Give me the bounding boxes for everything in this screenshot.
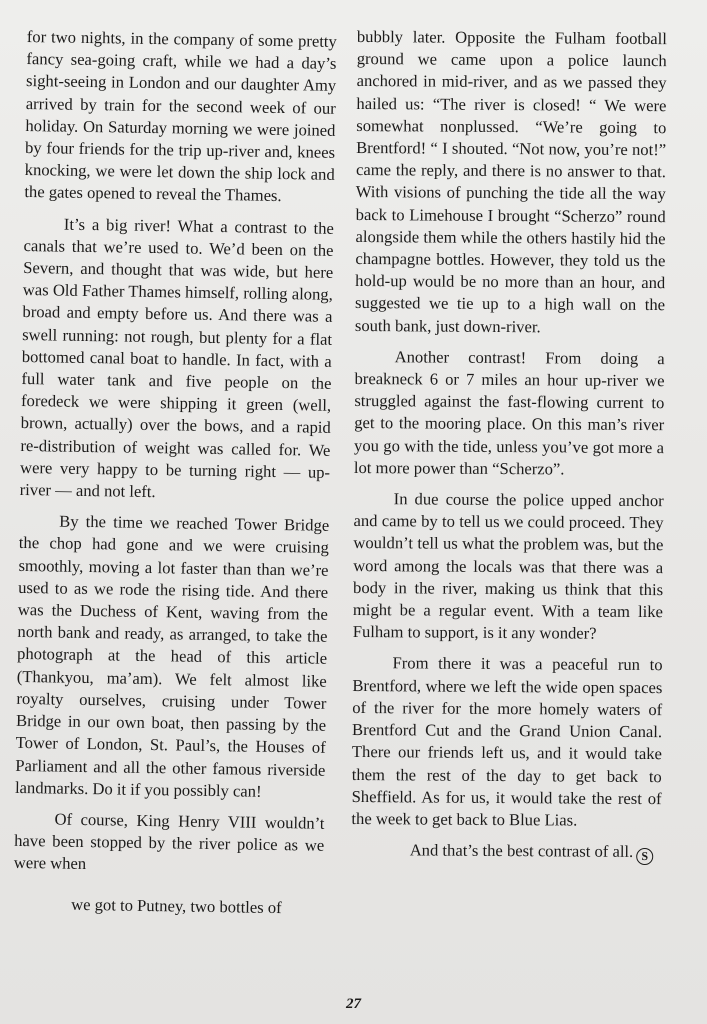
page-number: 27 (346, 996, 361, 1012)
paragraph-brentford: From there it was a peaceful run to Brentford, where we left the wide open spaces of the river for the more homely waters of Brentford Cut and the Grand Union Canal. There our friends left us, and it would take them the rest of the day to get back to Sheffield. As for us, it would take the rest of the week to get back to Blue Lias. (351, 653, 663, 830)
closing-line-text: And that’s the best contrast of all. (409, 840, 634, 862)
end-of-article-icon: S (636, 848, 653, 865)
paragraph-putney-fragment: we got to Putney, two bottles of (71, 894, 282, 917)
paragraph-fulham-police: bubbly later. Opposite the Fulham football ground we came upon a police launch anchored in mid-river, and as we passed they hailed us: “The river is closed! “ We were somewhat nonplussed. “We’re going to Brentford! “ I shouted. “Not now, you’re not!” came the reply, and there is no answer to that. With visions of punching the tide all the way back to Limehouse I brought “Scherzo” round alongside them while the others hastily hid the champagne bottles. However, they told us the hold-up would be no more than an hour, and suggested we tie up to a high wall on the south bank, just down-river. (354, 26, 667, 336)
article-left-column (13, 26, 337, 919)
article-right-column (351, 26, 667, 865)
paragraph-continued-intro: for two nights, in the company of some pretty fancy sea-going craft, while we had a day’s sight-seeing in London and our daughter Amy arrived by train for the second week of our holiday. On Saturday morning we were joined by four friends for the trip up-river and, knees knocking, we were let down the ship lock and the gates opened to reveal the Thames. (24, 26, 337, 206)
paragraph-police-upped-anchor: In due course the police upped anchor and came by to tell us we could proceed. They wouldn’t tell us what the problem was, but the word among the locals was that there was a body in the river, making us think that this might be a regular event. With a team like Fulham to support, is it any wonder? (352, 489, 664, 643)
paragraph-closing-line (351, 839, 661, 865)
paragraph-another-contrast: Another contrast! From doing a breakneck 6 or 7 miles an hour up-river we struggled against the fast-flowing current to get to the mooring place. On this man’s river you go with the tide, unless you’ve got more a lot more power than “Scherzo”. (353, 347, 665, 479)
paragraph-tower-bridge: By the time we reached Tower Bridge the chop had gone and we were cruising smoothly, moving a lot faster than than we’re used to as we rode the rising tide. And there was the Duchess of Kent, waving from the north bank and ready, as arranged, to take the photograph at the head of this article (Thankyou, ma’am). We felt almost like royalty ourselves, cruising under Tower Bridge in our own boat, then passing by the Tower of London, St. Paul’s, the Houses of Parliament and all the other famous riverside landmarks. Do it if you possibly can! (14, 511, 330, 801)
paragraph-big-river: It’s a big river! What a contrast to the canals that we’re used to. We’d been on the Severn, and thought that was wide, but here was Old Father Thames himself, rolling along, broad and empty before us. And there was a swell running: not rough, but plenty for a flat bottomed canal boat to handle. In fact, with a full water tank and five people on the foredeck we were shipping it green (well, brown, actually) over the bows, and a rapid re-distribution of weight was called for. We were very happy to be turning right — up-river — and not left. (19, 214, 335, 502)
paragraph-king-henry: Of course, King Henry VIII wouldn’t have been stopped by the river police as we were when (13, 809, 325, 874)
